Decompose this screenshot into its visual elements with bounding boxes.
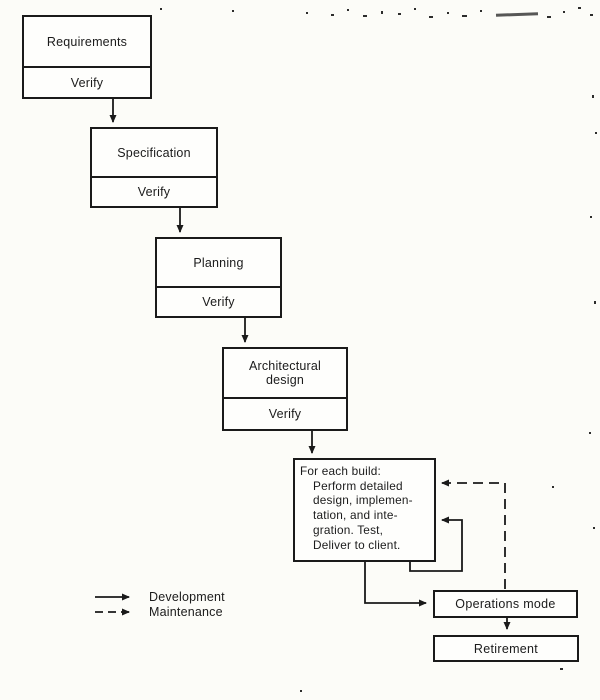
build-box-line: design, implemen- (313, 493, 413, 508)
build-box-line: gration. Test, (313, 522, 384, 537)
build-box-line: For each build: (300, 464, 382, 478)
stage-planning-label: Planning (193, 255, 244, 270)
stage-requirements (22, 15, 152, 99)
build-box-line: tation, and inte- (313, 508, 398, 523)
stage-requirements-verify: Verify (24, 66, 150, 97)
stage-architectural-design (222, 347, 348, 431)
stage-architectural-design-verify: Verify (224, 397, 346, 429)
stage-architectural-design-label: Architectural design (248, 359, 322, 387)
arrow-build-to-operations-mode (365, 561, 426, 603)
build-box (293, 458, 436, 562)
arrow-maintenance-operations-to-build (442, 483, 505, 589)
stage-specification (90, 127, 218, 208)
stage-specification-verify: Verify (92, 176, 216, 206)
operations-mode-box: Operations mode (433, 590, 578, 618)
scan-smudge (496, 12, 538, 16)
build-box-line: Perform detailed (313, 478, 403, 493)
legend-development-label: Development (149, 590, 225, 604)
stage-planning-verify: Verify (157, 286, 280, 316)
build-box-line: Deliver to client. (313, 537, 401, 552)
stage-planning (155, 237, 282, 318)
retirement-box: Retirement (433, 635, 579, 662)
stage-requirements-label: Requirements (46, 34, 128, 49)
legend-maintenance-label: Maintenance (149, 605, 223, 619)
stage-specification-label: Specification (117, 145, 191, 160)
